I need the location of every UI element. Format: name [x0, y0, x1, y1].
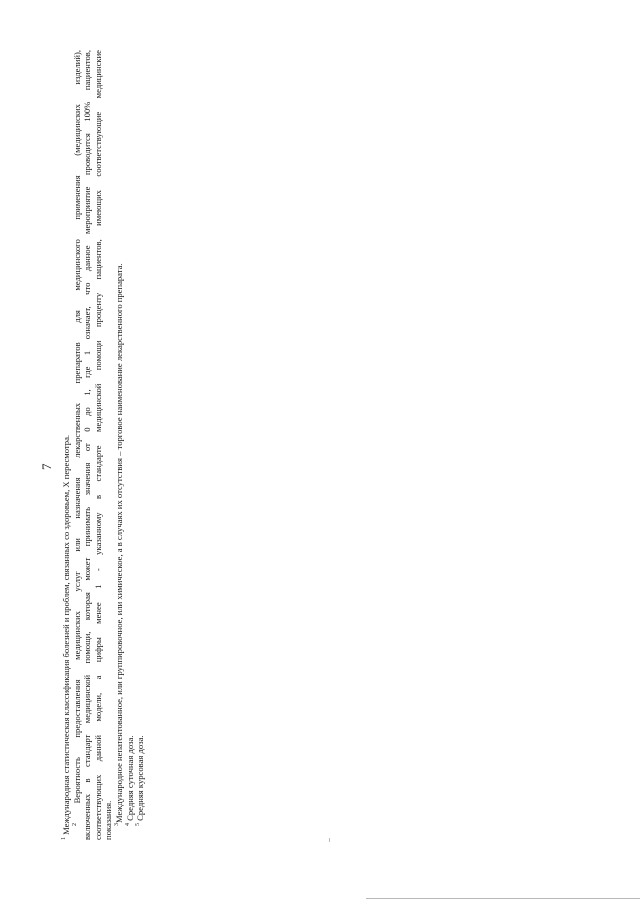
rotated-content: [39, 50, 146, 840]
footnote-2-continuation: [82, 50, 93, 840]
footnote-text: Вероятность предоставления медицинских услуг или назначения лекарственных препаратов для медицинского применения (медицинских изделий),: [71, 50, 82, 804]
footnote-mark: 5: [135, 823, 142, 826]
footnote-text: показания.: [103, 800, 114, 840]
footnote-2-continuation: [103, 50, 114, 840]
footnote-5: [135, 50, 146, 840]
scan-edge-line: [366, 898, 640, 899]
footnote-text: Международная статистическая классификация болезней и проблем, связанных со здоровьем, X пересмотра.: [61, 434, 71, 835]
footnote-1: [61, 50, 72, 840]
scan-speck: [329, 838, 330, 842]
footnote-4: [125, 50, 136, 840]
footnote-2: [72, 50, 83, 840]
footnotes: [61, 50, 146, 840]
footnote-2-continuation: [93, 50, 104, 840]
footnote-mark: 1: [61, 837, 68, 840]
footnote-text: соответствующих данной модели, а цифры менее 1 - указанному в стандарте медицинской помощи проценту пациентов, имеющих соответствующие медицинские: [92, 50, 103, 840]
page-number: 7: [39, 463, 54, 470]
footnote-mark: 3: [114, 823, 121, 826]
footnote-3: [114, 50, 125, 840]
footnote-mark: 4: [124, 823, 131, 826]
footnote-mark: 2: [71, 823, 78, 826]
footnote-text: Международное непатентованное, или группировочное, или химическое, а в случаях их отсутствия – торговое наименование лекарственного препарата.: [113, 263, 124, 823]
footnote-text: включенных в стандарт медицинской помощи, которая может принимать значения от 0 до 1, где 1 означает, что данное мероприятие проводится 100% пациентов,: [82, 50, 93, 840]
footnote-text: Средняя курсовая доза.: [135, 735, 146, 821]
footnote-text: Средняя суточная доза.: [124, 735, 135, 821]
